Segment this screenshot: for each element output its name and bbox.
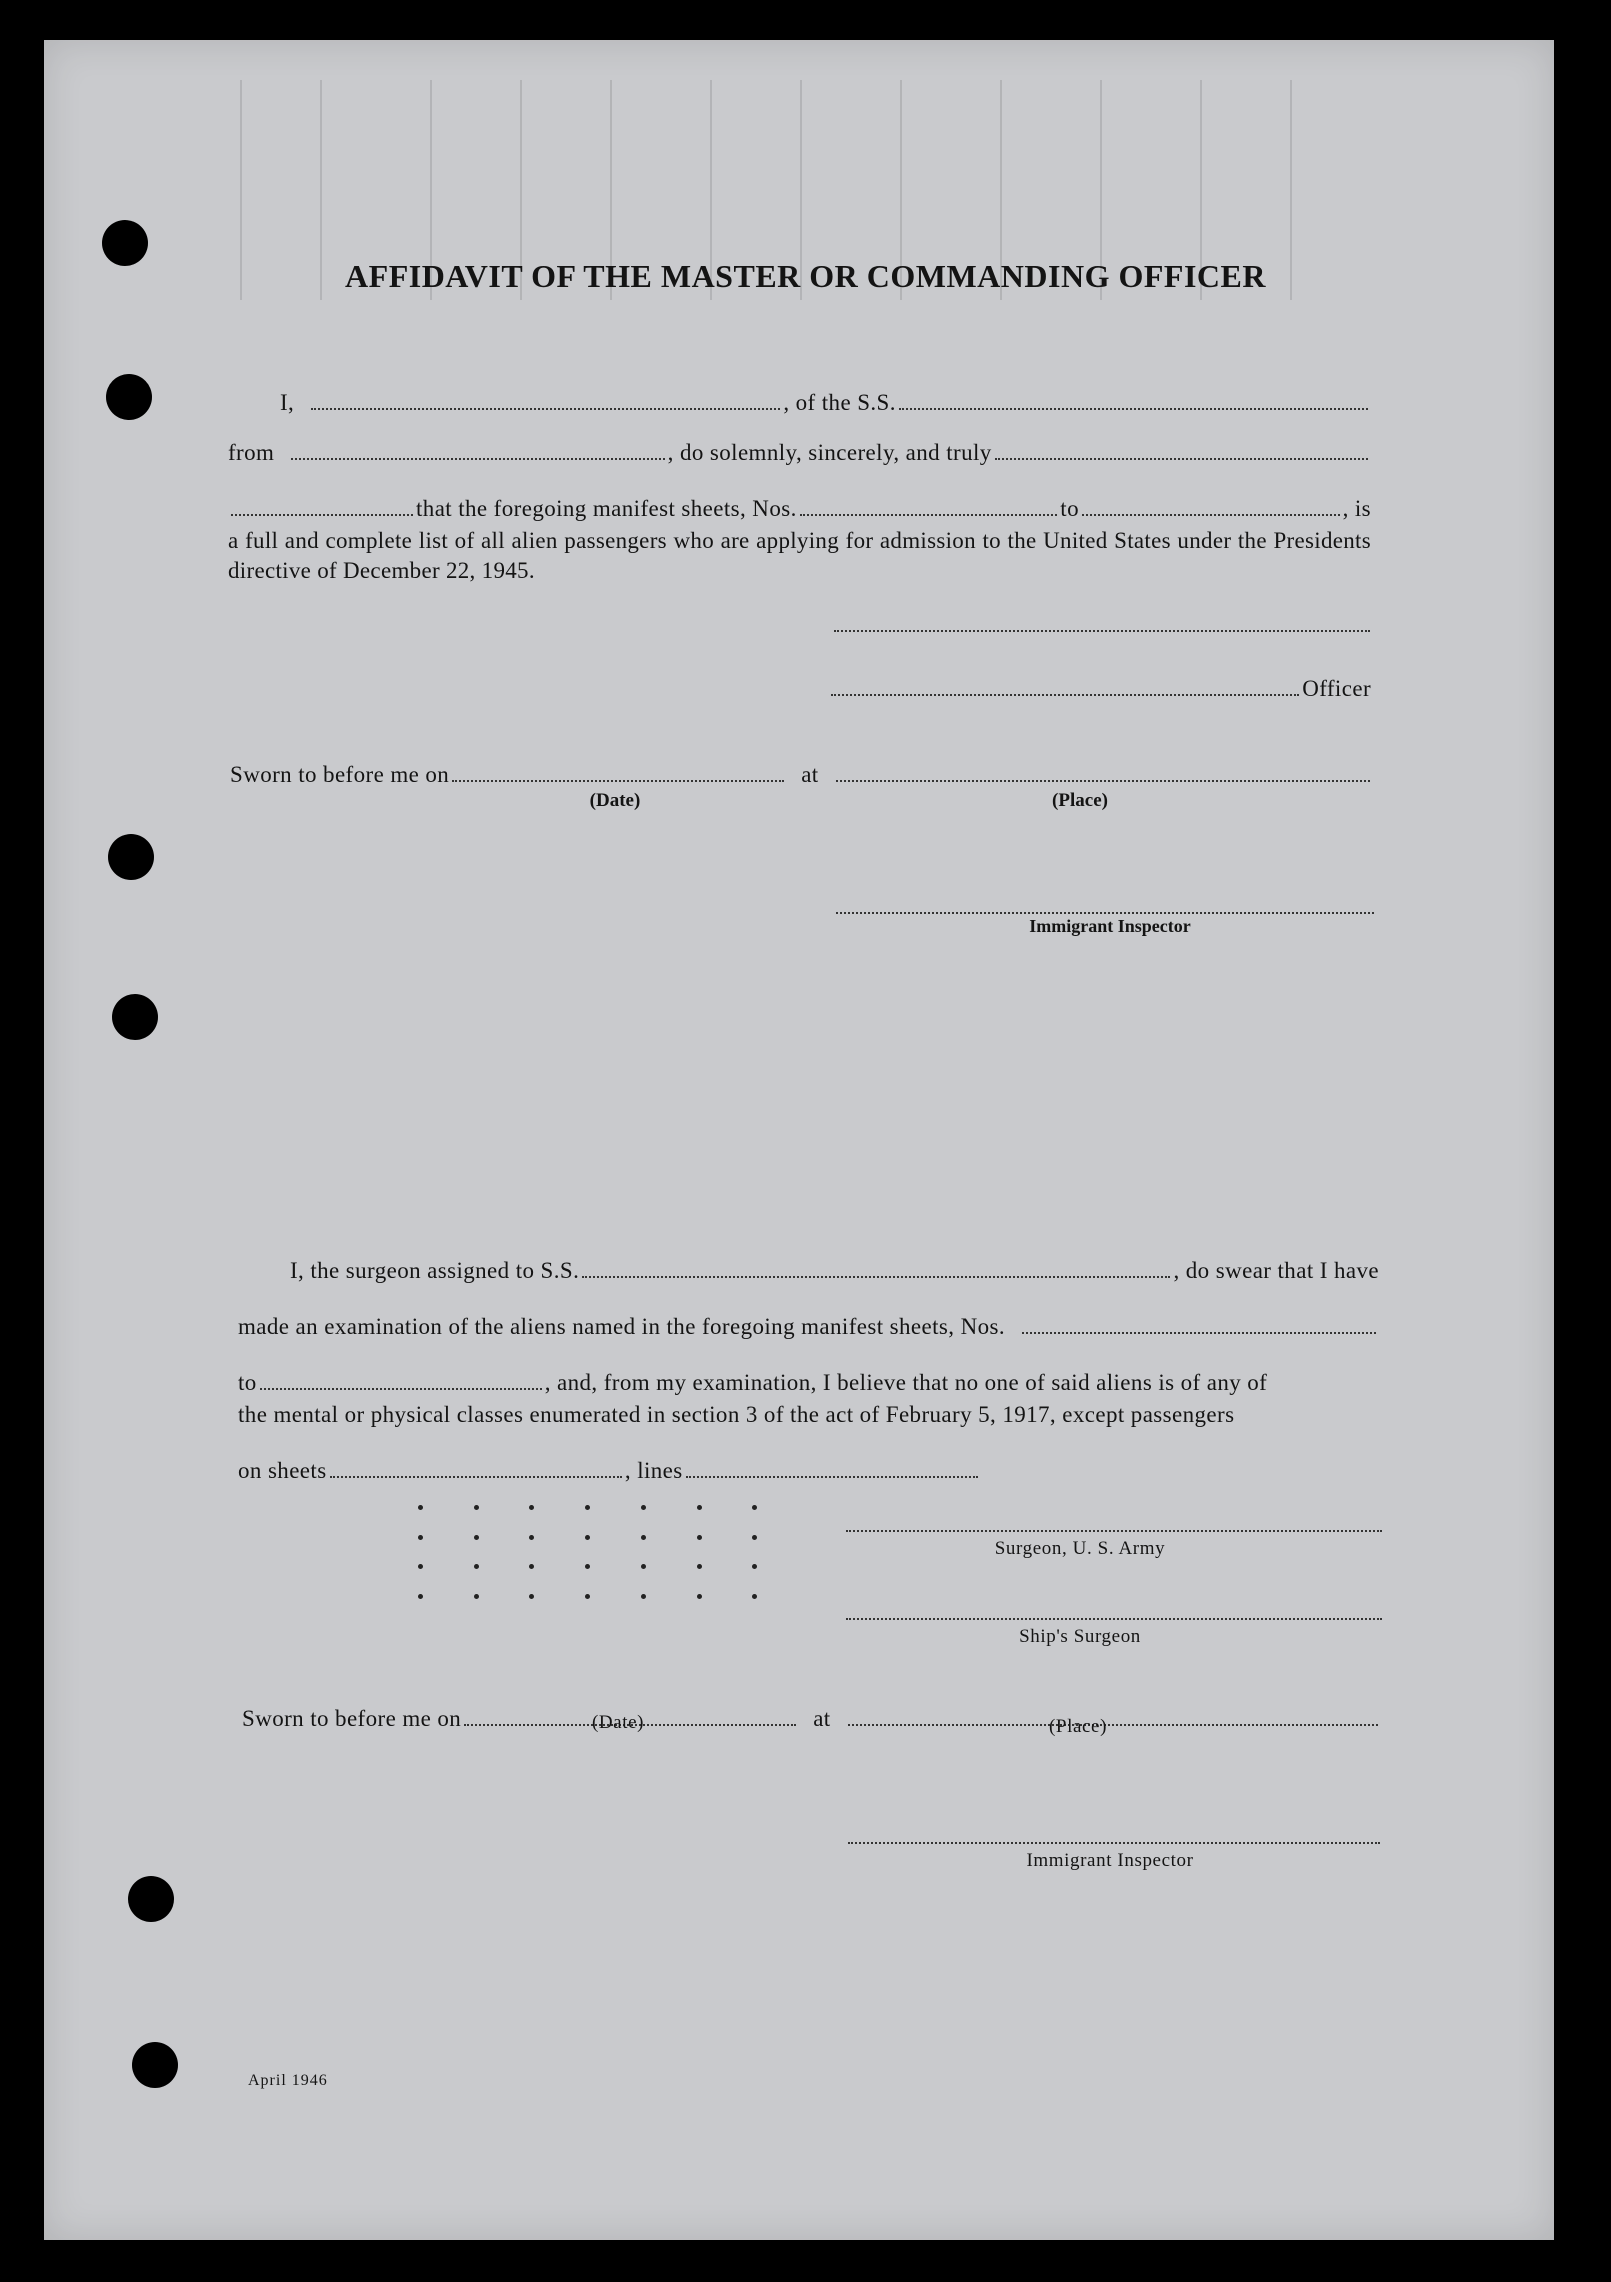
army-surgeon-signature-line[interactable]	[846, 1530, 1382, 1532]
master-date-caption: (Date)	[589, 790, 641, 811]
master-line-1: I, , of the S.S.	[280, 390, 1371, 416]
master-signature-line[interactable]	[834, 630, 1370, 632]
master-line-3: that the foregoing manifest sheets, Nos. to , is	[228, 496, 1371, 522]
manifest-from-field[interactable]	[800, 514, 1058, 516]
oath-type-field[interactable]	[995, 458, 1368, 460]
master-sworn-place-field[interactable]	[836, 780, 1370, 782]
officer-label: Officer	[1302, 676, 1371, 701]
master-inspector-signature-line[interactable]	[836, 912, 1374, 914]
surgeon-line-1: I, the surgeon assigned to S.S. , do swear that I have	[290, 1258, 1379, 1283]
surgeon-line-3: to , and, from my examination, I believe that no one of said aliens is of any of	[238, 1370, 1268, 1395]
master-name-field[interactable]	[311, 408, 780, 410]
surgeon-manifest-to-field[interactable]	[260, 1388, 542, 1390]
punch-hole	[106, 374, 152, 420]
form-page	[44, 40, 1554, 2240]
army-surgeon-caption: Surgeon, U. S. Army	[994, 1538, 1166, 1559]
surgeon-inspector-signature-line[interactable]	[848, 1842, 1380, 1844]
officer-title-field[interactable]	[831, 694, 1299, 696]
surgeon-inspector-caption: Immigrant Inspector	[1026, 1850, 1194, 1871]
surgeon-line-4: the mental or physical classes enumerated in section 3 of the act of February 5, 1917, except passengers	[238, 1402, 1235, 1427]
form-title: AFFIDAVIT OF THE MASTER OR COMMANDING OFFICER	[345, 258, 1266, 294]
surgeon-date-caption: (Date)	[591, 1712, 645, 1733]
punch-hole	[112, 994, 158, 1040]
master-line-2: from , do solemnly, sincerely, and truly	[228, 440, 1371, 466]
punch-hole	[132, 2042, 178, 2088]
master-place-caption: (Place)	[1052, 790, 1108, 811]
oath-continuation-field[interactable]	[231, 514, 413, 516]
punch-hole	[128, 1876, 174, 1922]
form-date-footer: April 1946	[248, 2072, 328, 2089]
officer-line	[828, 676, 1371, 702]
surgeon-sworn-line: Sworn to before me on at	[242, 1706, 1381, 1732]
decorative-dots	[418, 1505, 808, 1605]
surgeon-line-2: made an examination of the aliens named in the foregoing manifest sheets, Nos.	[238, 1314, 1379, 1340]
ship-name-field[interactable]	[899, 408, 1368, 410]
exception-lines-field[interactable]	[686, 1476, 978, 1478]
punch-hole	[108, 834, 154, 880]
departure-port-field[interactable]	[291, 458, 664, 460]
master-inspector-caption: Immigrant Inspector	[1029, 916, 1191, 936]
master-sworn-line: Sworn to before me on at	[230, 762, 1373, 788]
exception-sheets-field[interactable]	[330, 1476, 622, 1478]
surgeon-manifest-from-field[interactable]	[1022, 1332, 1376, 1334]
master-statement: a full and complete list of all alien passengers who are applying for admission to the United States under the Presidents directive of December 22, 1945.	[228, 528, 1371, 583]
master-sworn-date-field[interactable]	[452, 780, 784, 782]
manifest-to-field[interactable]	[1082, 514, 1340, 516]
ships-surgeon-signature-line[interactable]	[846, 1618, 1382, 1620]
surgeon-place-caption: (Place)	[1049, 1716, 1107, 1737]
surgeon-ship-field[interactable]	[582, 1276, 1170, 1278]
surgeon-line-5: on sheets , lines	[238, 1458, 981, 1484]
ships-surgeon-caption: Ship's Surgeon	[1019, 1626, 1141, 1647]
